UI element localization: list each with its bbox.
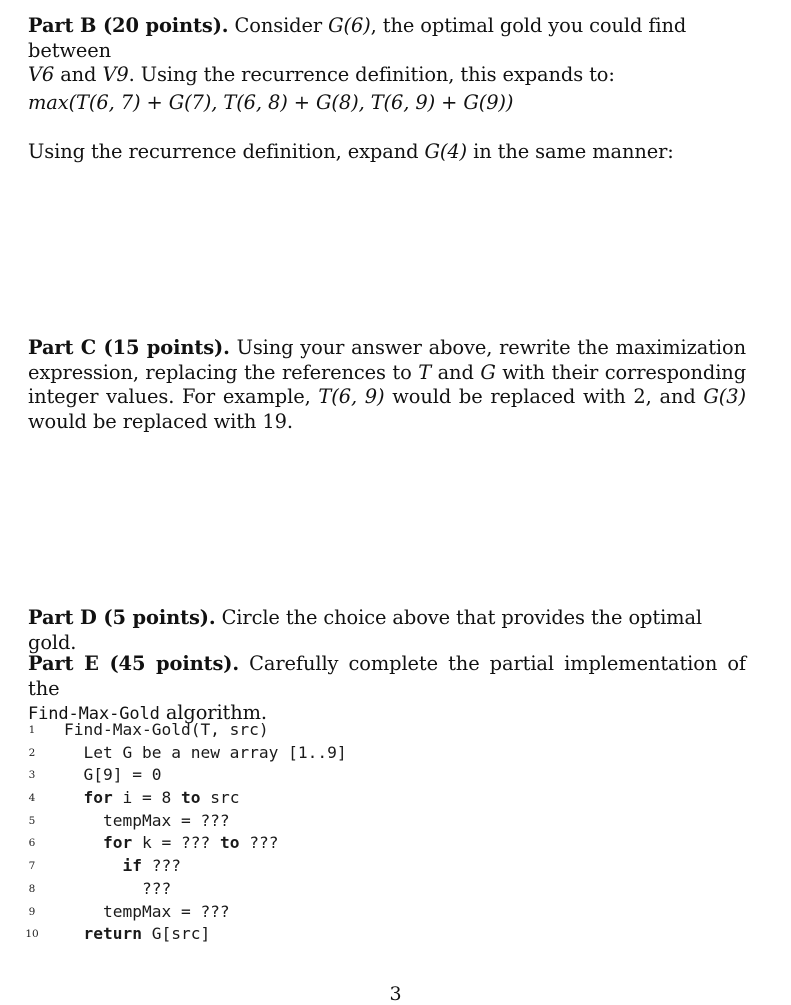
code-text xyxy=(64,878,171,901)
code-fragment: k = ??? xyxy=(132,833,220,853)
code-line xyxy=(20,764,520,787)
instruction-text: Using the recurrence definition, expand xyxy=(28,140,425,163)
code-keyword: return xyxy=(83,924,142,944)
math-v6: V6 xyxy=(28,63,55,86)
code-text xyxy=(64,742,347,765)
code-text xyxy=(64,832,278,855)
part-b-text: and xyxy=(54,63,103,86)
code-listing xyxy=(20,719,520,946)
code-fragment xyxy=(64,902,103,921)
part-d-paragraph xyxy=(28,606,746,655)
line-number: 9 xyxy=(28,905,36,918)
part-e-label: Part E (45 points). xyxy=(28,652,240,675)
instruction-text: in the same manner: xyxy=(467,140,674,163)
line-number: 10 xyxy=(25,928,39,941)
line-number: 2 xyxy=(28,746,36,759)
code-fragment: Find-Max-Gold(T, src) xyxy=(64,720,269,739)
line-number: 3 xyxy=(28,769,36,782)
line-number: 6 xyxy=(28,837,36,850)
code-fragment xyxy=(64,765,84,784)
part-d-text: Circle the choice above that provides the optimal gold. xyxy=(28,606,703,654)
math-g6: G(6) xyxy=(328,14,371,37)
code-text xyxy=(64,787,239,810)
line-number: 7 xyxy=(28,860,36,873)
code-fragment: ??? xyxy=(239,833,279,853)
code-fragment: i = 8 xyxy=(112,788,181,808)
code-text xyxy=(64,901,230,924)
code-fragment xyxy=(64,743,84,762)
line-number: 8 xyxy=(28,882,36,895)
code-fragment xyxy=(64,924,84,943)
code-line xyxy=(20,832,520,855)
part-e-text: algorithm. xyxy=(159,701,267,724)
code-fragment: src xyxy=(200,788,240,808)
code-keyword: to xyxy=(180,788,201,808)
code-fragment: G[9] = 0 xyxy=(83,765,162,785)
code-fragment xyxy=(64,856,122,875)
part-c-text: would be replaced with 2, and xyxy=(384,385,704,408)
code-line xyxy=(20,855,520,878)
code-fragment: Let G be a new array [1..9] xyxy=(83,742,347,762)
code-fragment: ??? xyxy=(141,878,172,898)
code-line xyxy=(20,719,520,742)
part-b-instruction xyxy=(28,140,746,165)
part-b-paragraph xyxy=(28,14,746,88)
code-text xyxy=(64,923,210,946)
part-c-text: and xyxy=(431,360,481,384)
algorithm-name: Find-Max-Gold xyxy=(28,704,160,724)
line-number: 5 xyxy=(28,814,36,827)
code-keyword: to xyxy=(219,833,240,853)
code-line xyxy=(20,878,520,901)
code-line xyxy=(20,901,520,924)
part-b-text: . Using the recurrence definition, this expands to: xyxy=(128,63,615,86)
part-c-text: Using your answer above, rewrite the maximization expression, replacing the references to xyxy=(28,336,746,384)
code-line xyxy=(20,923,520,946)
part-b-text: Consider xyxy=(228,14,329,37)
part-e-text: Carefully complete the partial implementation of the xyxy=(28,652,747,700)
part-c-paragraph xyxy=(28,336,746,434)
part-b-text: , the optimal gold you could find between xyxy=(28,14,687,62)
math-g4: G(4) xyxy=(424,140,468,163)
code-fragment: tempMax = ??? xyxy=(102,810,230,830)
code-text xyxy=(64,810,230,833)
code-fragment: G[src] xyxy=(141,924,211,944)
code-line xyxy=(20,810,520,833)
code-fragment xyxy=(64,879,142,898)
code-line xyxy=(20,742,520,765)
code-keyword: for xyxy=(102,833,133,853)
code-keyword: if xyxy=(122,856,142,876)
code-fragment xyxy=(64,833,103,852)
math-t: T xyxy=(418,360,432,384)
code-text xyxy=(64,719,269,742)
code-fragment xyxy=(64,788,84,807)
part-c-label: Part C (15 points). xyxy=(28,336,230,359)
code-line xyxy=(20,787,520,810)
code-keyword: for xyxy=(83,788,113,808)
math-v9: V9 xyxy=(102,63,129,86)
part-c-text: with their corresponding integer values. For example, xyxy=(28,360,747,408)
math-g3: G(3) xyxy=(703,385,746,408)
code-text xyxy=(64,764,161,787)
line-number: 4 xyxy=(28,792,36,805)
part-e-paragraph xyxy=(28,652,746,727)
page-number: 3 xyxy=(389,983,402,1005)
math-g: G xyxy=(480,360,496,384)
recurrence-expression xyxy=(28,91,746,116)
line-number: 1 xyxy=(28,724,36,736)
part-c-text: would be replaced with 19. xyxy=(28,409,293,433)
code-fragment xyxy=(64,811,103,830)
code-fragment: tempMax = ??? xyxy=(102,901,230,921)
math-t69: T(6, 9) xyxy=(318,385,385,408)
code-fragment: ??? xyxy=(141,856,181,876)
part-d-label: Part D (5 points). xyxy=(28,606,216,629)
part-b-label: Part B (20 points). xyxy=(28,14,229,37)
code-text xyxy=(64,855,181,878)
expression-text: max(T(6, 7) + G(7), T(6, 8) + G(8), T(6, 9) + G(9)) xyxy=(28,91,514,114)
